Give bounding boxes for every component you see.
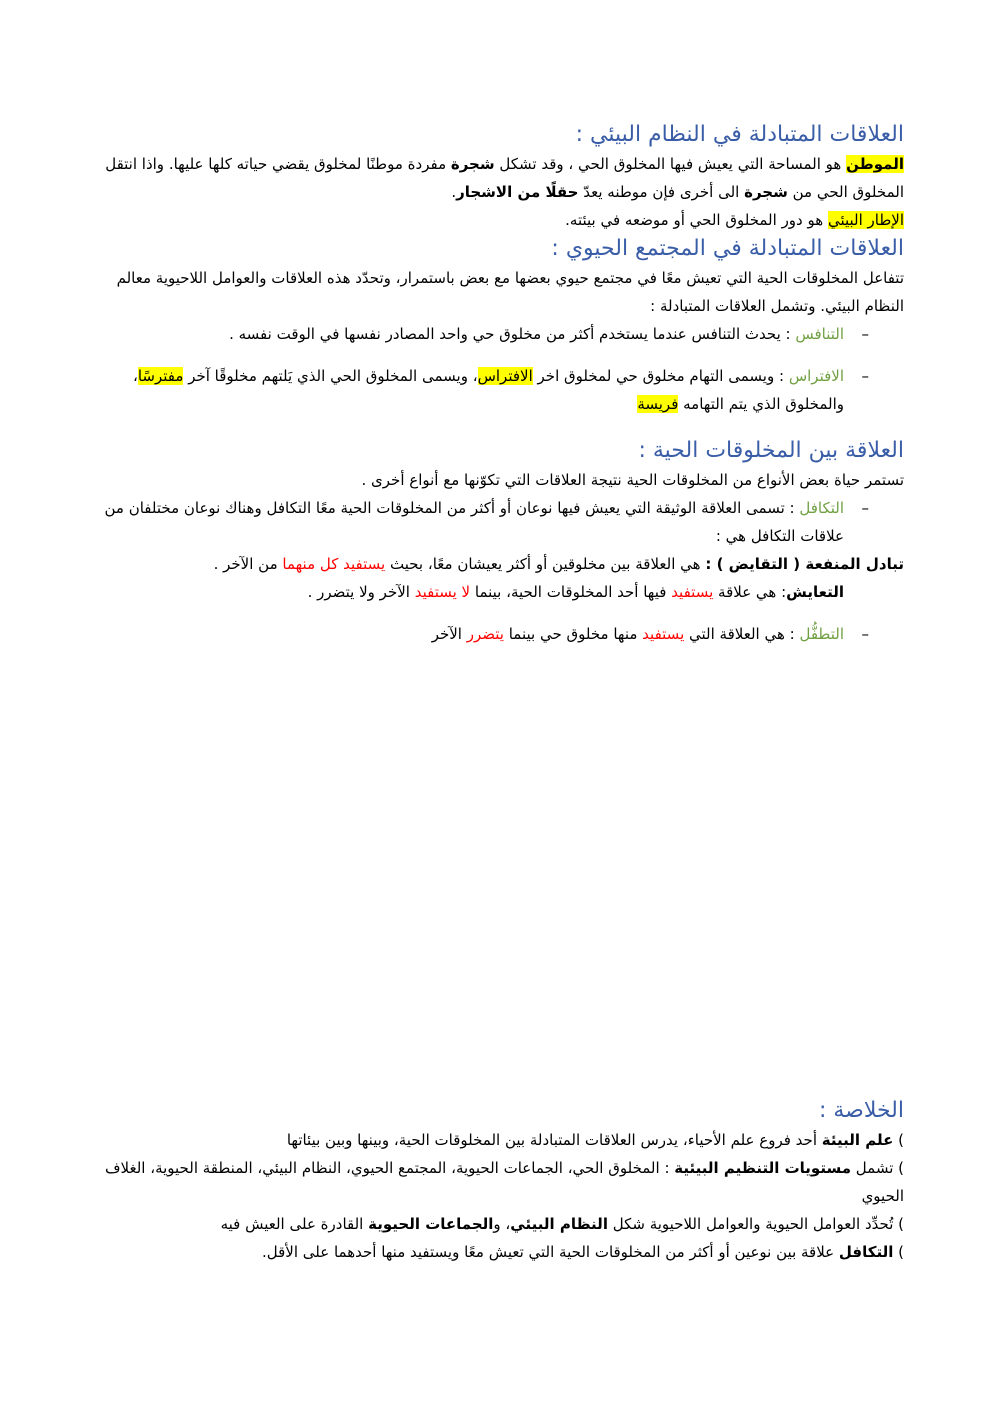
tree-term-2: شجرة [744,183,788,201]
predation-text-1: : ويسمى التهام مخلوق حي لمخلوق اخر [532,367,789,385]
predation-text-3: ، والمخلوق الذي يتم التهامه [133,367,844,413]
symbiosis-text: : تسمى العلاقة الوثيقة التي يعيش فيها نوعان أو أكثر من المخلوقات الحية معًا التكافل وهناك نوعان مختلفان من علاقات التكافل هي : [104,499,844,545]
habitat-term: الموطن [846,155,904,173]
habitat-end: . [451,183,457,201]
parasitism-text-3: الآخر [431,625,467,643]
summary-text-4: علاقة بين نوعين أو أكثر من المخلوقات الحية التي تعيش معًا ويستفيد منها أحدهما على الأقل. [261,1243,839,1261]
community-intro: تتفاعل المخلوقات الحية التي تعيش معًا في مجتمع حيوي بعضها مع بعض باستمرار، وتحدّد هذه العلاقات والعوامل اللاحيوية معالم النظام البيئي. وتشمل العلاقات المتبادلة : [116,269,904,315]
summary-bold-2: مستويات التنظيم البيئية [674,1159,852,1177]
summary-bold-3b: الجماعات الحيوية [368,1215,494,1233]
mutualism-term: تبادل المنفعة ( التقايض ) : [705,555,904,573]
commensalism-text-1: : هي علاقة [713,583,787,601]
predation-term: الافتراس [788,367,844,385]
section-title-ecosystem-relations: العلاقات المتبادلة في النظام البيئي : [575,122,904,147]
list-item-symbiosis [90,494,904,550]
summary-bold-3a: النظام البيئي [510,1215,608,1233]
summary-section [90,1096,904,1266]
mutualism-paragraph [90,550,904,578]
predation-text-2: ، ويسمى المخلوق الحي الذي يَلتهم مخلوقًا آخر [183,367,478,385]
summary-text-2: : المخلوق الحي، الجماعات الحيوية، المجتمع الحيوي، النظام البيئي، المنطقة الحيوية، الغلاف الحيوي [104,1159,904,1205]
list-item-competition [90,320,904,348]
habitat-paragraph [90,150,904,206]
commensalism-term: التعايش [786,583,844,601]
prey-term: فريسة [637,395,679,413]
niche-paragraph [90,206,904,234]
mutualism-text-1: هي العلاقة بين مخلوقين أو أكثر يعيشان معًا، بحيث [385,555,706,573]
summary-text-3-pre: ) تُحدِّد العوامل الحيوية والعوامل اللاحيوية شكل [607,1215,904,1233]
parasitism-red-1: يستفيد [642,625,685,643]
parasitism-text-1: : هي العلاقة التي [684,625,800,643]
dash-bullet: – [861,625,869,643]
competition-term: التنافس [795,325,844,343]
summary-text-3-mid: ، و [493,1215,511,1233]
summary-item-2 [90,1154,904,1210]
section-title-organism-relations: العلاقة بين المخلوقات الحية : [638,438,904,463]
summary-text-3: القادرة على العيش فيه [220,1215,369,1233]
habitat-text-3: الى أخرى فإن موطنه يعدّ [578,183,745,201]
habitat-text-2: مفردة موطنًا لمخلوق يقضي حياته كلها عليها. واذا انتقل المخلوق الحي من [105,155,904,201]
predator-term: مفترسًا [137,367,184,385]
habitat-text-1: هو المساحة التي يعيش فيها المخلوق الحي ، وقد تشكل [494,155,847,173]
dash-bullet: – [861,367,869,385]
summary-text-1: أحد فروع علم الأحياء، يدرس العلاقات المتبادلة بين المخلوقات الحية، وبينها وبين بيئاتها [286,1131,822,1149]
mutualism-text-2: من الآخر . [213,555,283,573]
list-item-parasitism [90,620,904,648]
predation-highlight: الافتراس [477,367,533,385]
competition-text: : يحدث التنافس عندما يستخدم أكثر من مخلوق حي واحد المصادر نفسها في الوقت نفسه . [229,325,796,343]
summary-item-1 [90,1126,904,1154]
section-title-community-relations: العلاقات المتبادلة في المجتمع الحيوي : [551,236,904,261]
summary-bold-4: التكافل [838,1243,894,1261]
parasitism-term: التطفُّل [799,625,844,643]
summary-marker: ) [893,1131,904,1149]
parasitism-text-2: منها مخلوق حي بينما [503,625,643,643]
commensalism-red-2: لا يستفيد [414,583,471,601]
commensalism-red-1: يستفيد [671,583,714,601]
dash-bullet: – [861,325,869,343]
mutualism-red: يستفيد كل منهما [282,555,386,573]
dash-bullet: – [861,499,869,517]
summary-text-2-pre: ) تشمل [851,1159,904,1177]
commensalism-text-2: فيها أحد المخلوقات الحية، بينما [470,583,672,601]
summary-bold-1: علم البيئة [821,1131,894,1149]
organism-intro: تستمر حياة بعض الأنواع من المخلوقات الحية نتيجة العلاقات التي تكوّنها مع أنواع أخرى . [361,471,904,489]
summary-item-4 [90,1238,904,1266]
field-term: حقلًا من الاشجار [456,183,579,201]
list-item-predation [90,362,904,418]
symbiosis-term: التكافل [799,499,844,517]
commensalism-paragraph [90,578,904,606]
tree-term: شجرة [450,155,495,173]
niche-term: الإطار البيئي [827,211,904,229]
parasitism-red-2: يتضرر [466,625,504,643]
niche-text: هو دور المخلوق الحي أو موضعه في بيئته. [565,211,828,229]
commensalism-text-3: الآخر ولا يتضرر . [307,583,415,601]
summary-title: الخلاصة : [818,1098,904,1123]
summary-marker: ) [893,1243,904,1261]
summary-item-3 [90,1210,904,1238]
